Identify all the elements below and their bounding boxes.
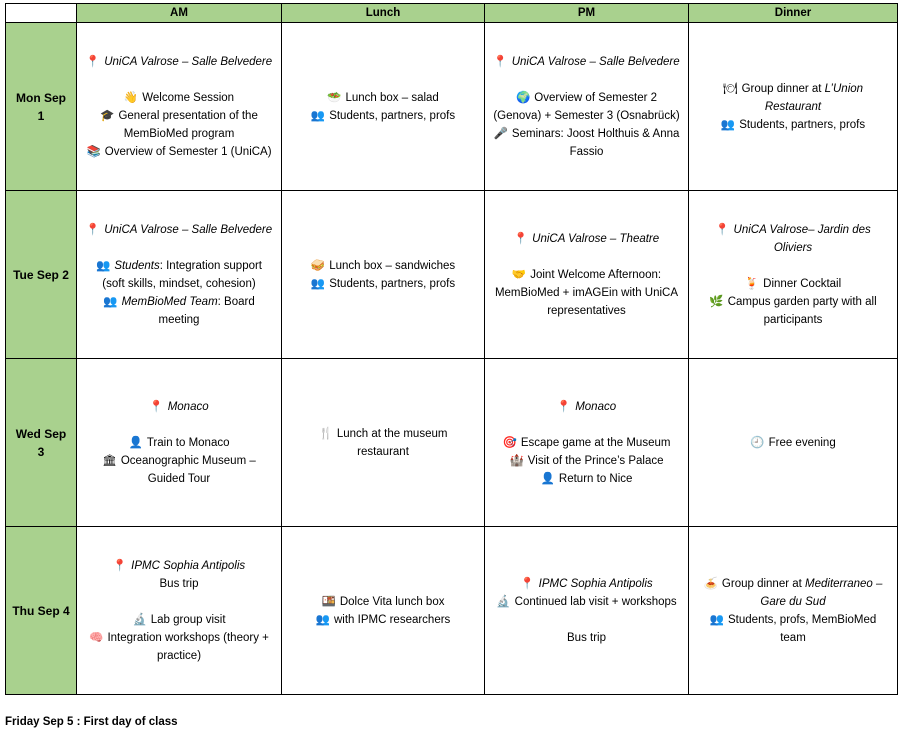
group-name: MemBioMed Team <box>121 295 218 308</box>
location: IPMC Sophia Antipolis <box>538 577 653 590</box>
activity-text: participants <box>763 313 823 326</box>
herb-icon: 🌿 <box>709 295 724 308</box>
attendees-text: Students, partners, profs <box>739 118 866 131</box>
cell-thu-am <box>77 527 282 695</box>
activity-text: Seminars: Joost Holthuis & Anna <box>511 127 680 140</box>
activity-text: Continued lab visit + workshops <box>514 595 677 608</box>
microscope-icon: 🔬 <box>132 613 147 626</box>
people-icon: 👥 <box>95 259 111 272</box>
cell-tue-am <box>77 191 282 359</box>
people-icon: 👥 <box>315 613 330 626</box>
pushpin-icon: 📍 <box>112 559 128 572</box>
day-row-tue <box>6 191 898 359</box>
museum-icon: 🏛 <box>102 454 117 467</box>
target-icon: 🎯 <box>502 436 517 449</box>
cell-tue-lunch <box>282 191 485 359</box>
pushpin-icon: 📍 <box>85 223 101 236</box>
activity-text: Welcome Session <box>142 91 235 104</box>
activity-text: MemBioMed program <box>123 127 235 140</box>
footer-note: Friday Sep 5 : First day of class <box>5 716 178 728</box>
cell-mon-pm <box>485 23 689 191</box>
activity-text: Campus garden party with all <box>727 295 877 308</box>
attendees-text: Students, profs, MemBioMed <box>728 613 877 626</box>
attendees-text: Students, partners, profs <box>329 109 456 122</box>
day-label: Mon Sep 1 <box>6 23 77 191</box>
activity-text: Bus trip <box>567 631 606 644</box>
activity-text: Oceanographic Museum – <box>120 454 256 467</box>
restaurant-name: L’Union <box>824 82 864 95</box>
activity-text: meeting <box>158 313 200 326</box>
activity-text: : Board <box>217 295 255 308</box>
people-icon: 👥 <box>310 109 326 122</box>
pushpin-icon: 📍 <box>149 400 164 413</box>
cell-mon-lunch <box>282 23 485 191</box>
activity-text: Train to Monaco <box>146 436 230 449</box>
attendees-text: with IPMC researchers <box>334 613 451 626</box>
location: Monaco <box>167 400 209 413</box>
activity-text: Lunch at the museum <box>336 427 448 440</box>
header-lunch: Lunch <box>282 4 485 23</box>
activity-text: Lunch box – salad <box>345 91 439 104</box>
person-icon: 👤 <box>540 472 555 485</box>
cell-mon-dinner <box>689 23 898 191</box>
activity-text: Bus trip <box>159 577 199 590</box>
activity-text: representatives <box>547 304 626 317</box>
cocktail-icon: 🍹 <box>744 277 760 290</box>
pushpin-icon: 📍 <box>556 400 572 413</box>
restaurant-name: Restaurant <box>764 100 822 113</box>
cell-thu-lunch <box>282 527 485 695</box>
activity-text: Dolce Vita lunch box <box>339 595 445 608</box>
activity-text: Group dinner at <box>741 82 825 95</box>
people-icon: 👥 <box>310 277 326 290</box>
books-icon: 📚 <box>86 145 101 158</box>
header-pm: PM <box>485 4 689 23</box>
cell-wed-pm <box>485 359 689 527</box>
activity-text: Lunch box – sandwiches <box>329 259 456 272</box>
sandwich-icon: 🥪 <box>310 259 326 272</box>
restaurant-name: Gare du Sud <box>760 595 826 608</box>
header-row <box>6 4 898 23</box>
clock-icon: 🕘 <box>750 436 765 449</box>
day-row-mon <box>6 23 898 191</box>
day-label: Tue Sep 2 <box>6 191 77 359</box>
salad-icon: 🥗 <box>327 91 342 104</box>
pushpin-icon: 📍 <box>715 223 730 236</box>
location: Monaco <box>575 400 617 413</box>
activity-text: (soft skills, mindset, cohesion) <box>102 277 256 290</box>
activity-text: MemBioMed + imAGEin with UniCA <box>494 286 679 299</box>
pushpin-icon: 📍 <box>513 232 529 245</box>
day-label: Thu Sep 4 <box>6 527 77 695</box>
waving-hand-icon: 👋 <box>123 91 139 104</box>
location: UniCA Valrose – Salle Belvedere <box>511 55 680 68</box>
cell-thu-pm <box>485 527 689 695</box>
pushpin-icon: 📍 <box>85 55 101 68</box>
location: UniCA Valrose– Jardin des <box>733 223 871 236</box>
header-am: AM <box>77 4 282 23</box>
attendees-text: team <box>780 631 806 644</box>
bento-icon: 🍱 <box>321 595 336 608</box>
location: Oliviers <box>773 241 813 254</box>
activity-text: Dinner Cocktail <box>763 277 842 290</box>
restaurant-name: Mediterraneo – <box>805 577 883 590</box>
activity-text: General presentation of the <box>118 109 258 122</box>
activity-text: Escape game at the Museum <box>520 436 671 449</box>
location: UniCA Valrose – Salle Belvedere <box>104 55 273 68</box>
day-label: Wed Sep 3 <box>6 359 77 527</box>
activity-text: Integration workshops (theory + <box>107 631 269 644</box>
castle-icon: 🏰 <box>509 454 524 467</box>
activity-text: (Genova) + Semester 3 (Osnabrück) <box>493 109 680 122</box>
header-dinner: Dinner <box>689 4 898 23</box>
header-corner <box>6 4 77 23</box>
microphone-icon: 🎤 <box>493 127 508 140</box>
microscope-icon: 🔬 <box>496 595 511 608</box>
location: UniCA Valrose – Theatre <box>532 232 660 245</box>
schedule-table <box>5 3 898 695</box>
plate-icon: 🍽 <box>722 82 738 95</box>
cell-wed-dinner <box>689 359 898 527</box>
brain-icon: 🧠 <box>89 631 104 644</box>
activity-text: : Integration support <box>159 259 263 272</box>
activity-text: Joint Welcome Afternoon: <box>530 268 662 281</box>
activity-text: Overview of Semester 2 <box>534 91 658 104</box>
handshake-icon: 🤝 <box>511 268 527 281</box>
attendees-text: Students, partners, profs <box>329 277 456 290</box>
activity-text: Free evening <box>768 436 836 449</box>
cell-thu-dinner <box>689 527 898 695</box>
day-row-wed <box>6 359 898 527</box>
people-icon: 👥 <box>103 295 118 308</box>
person-icon: 👤 <box>128 436 143 449</box>
group-name: Students <box>114 259 160 272</box>
dish-icon: 🍝 <box>703 577 718 590</box>
location: UniCA Valrose – Salle Belvedere <box>104 223 273 236</box>
cell-wed-lunch <box>282 359 485 527</box>
location: IPMC Sophia Antipolis <box>131 559 246 572</box>
globe-icon: 🌍 <box>515 91 531 104</box>
cell-wed-am <box>77 359 282 527</box>
pushpin-icon: 📍 <box>520 577 535 590</box>
activity-text: Return to Nice <box>558 472 633 485</box>
day-row-thu <box>6 527 898 695</box>
people-icon: 👥 <box>709 613 725 626</box>
activity-text: Group dinner at <box>721 577 806 590</box>
pushpin-icon: 📍 <box>493 55 508 68</box>
activity-text: Guided Tour <box>147 472 211 485</box>
activity-text: Lab group visit <box>150 613 226 626</box>
cell-tue-dinner <box>689 191 898 359</box>
activity-text: Fassio <box>569 145 604 158</box>
activity-text: restaurant <box>357 445 409 458</box>
cell-tue-pm <box>485 191 689 359</box>
activity-text: Overview of Semester 1 (UniCA) <box>104 145 272 158</box>
activity-text: Visit of the Prince’s Palace <box>527 454 664 467</box>
graduation-cap-icon: 🎓 <box>100 109 115 122</box>
fork-knife-icon: 🍴 <box>318 427 333 440</box>
activity-text: practice) <box>156 649 202 662</box>
people-icon: 👥 <box>720 118 736 131</box>
cell-mon-am <box>77 23 282 191</box>
